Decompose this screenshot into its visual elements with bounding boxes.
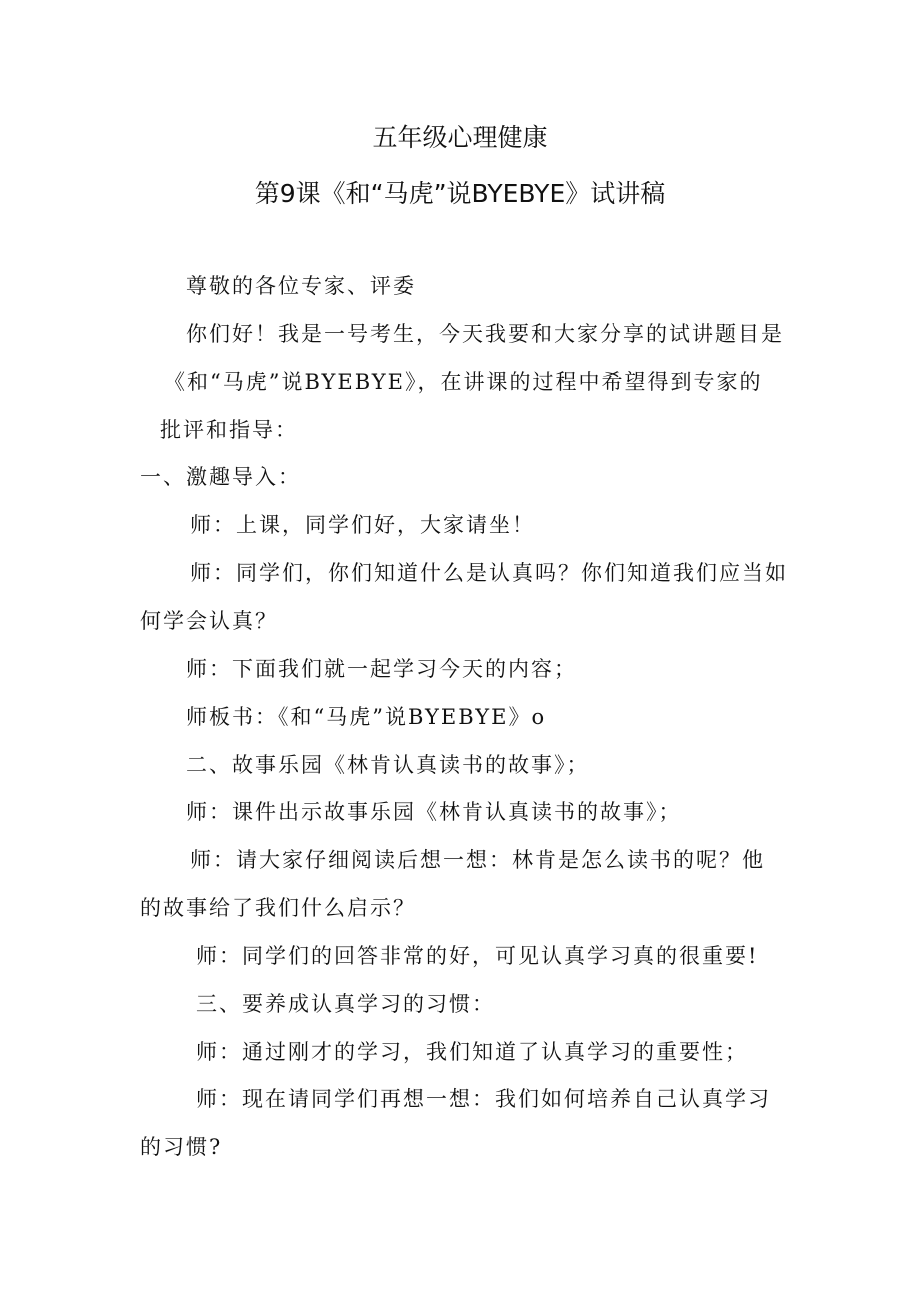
doc-line: 师：现在请同学们再想一想：我们如何培养自己认真学习 [196, 1087, 771, 1111]
doc-line: 师：请大家仔细阅读后想一想：林肯是怎么读书的呢？他 [190, 848, 765, 872]
doc-line: 师：同学们，你们知道什么是认真吗？你们知道我们应当如 [190, 561, 788, 585]
doc-line: 师：上课，同学们好，大家请坐！ [190, 513, 535, 537]
doc-line: 师板书：《和“马虎”说BYEBYE》o [186, 705, 547, 729]
doc-line: 师：通过刚才的学习，我们知道了认真学习的重要性； [196, 1040, 748, 1064]
doc-line: 尊敬的各位专家、评委 [186, 274, 416, 298]
doc-line: 你们好！我是一号考生，今天我要和大家分享的试讲题目是 [186, 322, 784, 346]
doc-line: 的习惯? [140, 1135, 223, 1159]
doc-title: 五年级心理健康 [372, 123, 548, 152]
doc-line: 师：同学们的回答非常的好，可见认真学习真的很重要! [196, 944, 759, 968]
section-heading: 三、要养成认真学习的习惯： [196, 992, 495, 1016]
doc-line: 的故事给了我们什么启示？ [140, 896, 416, 920]
section-heading: 二、故事乐园《林肯认真读书的故事》； [186, 753, 590, 777]
doc-line: 《和“马虎”说BYEBYE》，在讲课的过程中希望得到专家的 [164, 370, 763, 394]
doc-line: 何学会认真？ [140, 609, 278, 633]
doc-subtitle: 第9课《和“马虎”说BYEBYE》试讲稿 [254, 179, 666, 208]
section-heading: 一、激趣导入： [140, 465, 301, 489]
doc-line: 师：下面我们就一起学习今天的内容； [186, 657, 577, 681]
doc-line: 批评和指导： [160, 418, 298, 442]
doc-line: 师：课件出示故事乐园《林肯认真读书的故事》； [186, 800, 682, 824]
